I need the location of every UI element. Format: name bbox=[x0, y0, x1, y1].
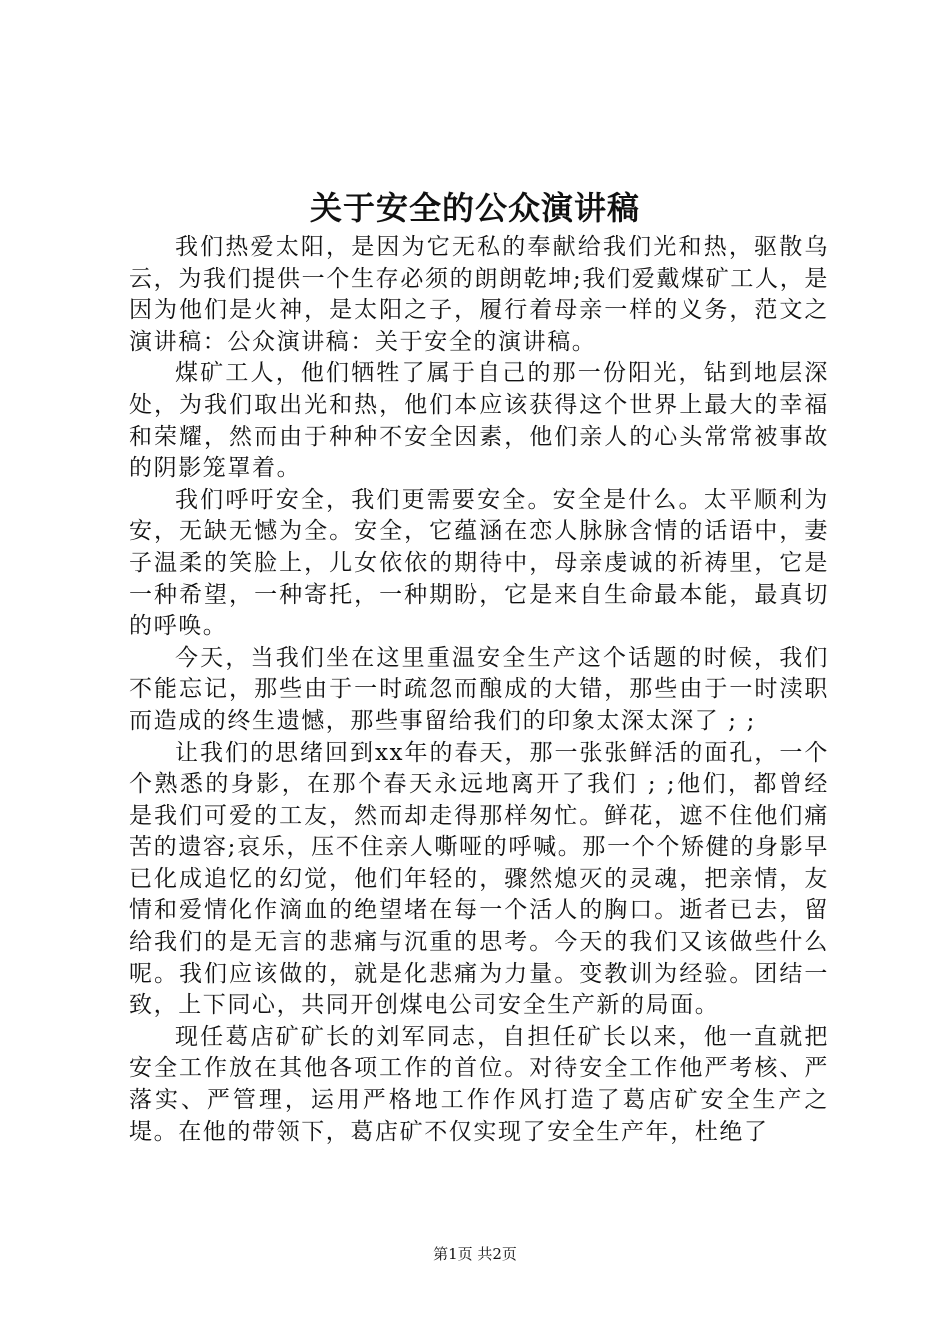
paragraph-2: 煤矿工人，他们牺牲了属于自己的那一份阳光，钻到地层深处，为我们取出光和热，他们本应该获得这个世界上最大的幸福和荣耀，然而由于种种不安全因素，他们亲人的心头常常被事故的阴影笼罩着。 bbox=[129, 360, 829, 482]
document-title: 关于安全的公众演讲稿 bbox=[309, 189, 640, 227]
document-body bbox=[129, 232, 829, 1148]
page-number-footer: 第1页 共2页 bbox=[433, 1245, 517, 1263]
paragraph-5: 让我们的思绪回到xx年的春天，那一张张鲜活的面孔，一个个熟悉的身影，在那个春天永远地离开了我们 ; ;他们，都曾经是我们可爱的工友，然而却走得那样匆忙。鲜花，遮不住他们痛苦的遗容;哀乐，压不住亲人嘶哑的呼喊。那一个个矫健的身影早已化成追忆的幻觉，他们年轻的，骤然熄灭的灵魂，把亲情，友情和爱情化作滴血的绝望堵在每一个活人的胸口。逝者已去，留给我们的是无言的悲痛与沉重的思考。今天的我们又该做些什么呢。我们应该做的，就是化悲痛为力量。变教训为经验。团结一致，上下同心，共同开创煤电公司安全生产新的局面。 bbox=[129, 739, 829, 1019]
paragraph-3: 我们呼吁安全，我们更需要安全。安全是什么。太平顺利为安，无缺无憾为全。安全，它蕴涵在恋人脉脉含情的话语中，妻子温柔的笑脸上，儿女依依的期待中，母亲虔诚的祈祷里，它是一种希望，一种寄托，一种期盼，它是来自生命最本能，最真切的呼唤。 bbox=[129, 486, 829, 640]
paragraph-1: 我们热爱太阳，是因为它无私的奉献给我们光和热，驱散乌云，为我们提供一个生存必须的朗朗乾坤;我们爱戴煤矿工人，是因为他们是火神，是太阳之子，履行着母亲一样的义务，范文之演讲稿：公众演讲稿：关于安全的演讲稿。 bbox=[129, 234, 829, 355]
paragraph-4: 今天，当我们坐在这里重温安全生产这个话题的时候，我们不能忘记，那些由于一时疏忽而酿成的大错，那些由于一时渎职而造成的终生遗憾，那些事留给我们的印象太深太深了 ; ; bbox=[129, 644, 829, 734]
paragraph-6: 现任葛店矿矿长的刘军同志，自担任矿长以来，他一直就把安全工作放在其他各项工作的首位。对待安全工作他严考核、严落实、严管理，运用严格地工作作风打造了葛店矿安全生产之堤。在他的带领下，葛店矿不仅实现了安全生产年，杜绝了 bbox=[129, 1023, 829, 1145]
